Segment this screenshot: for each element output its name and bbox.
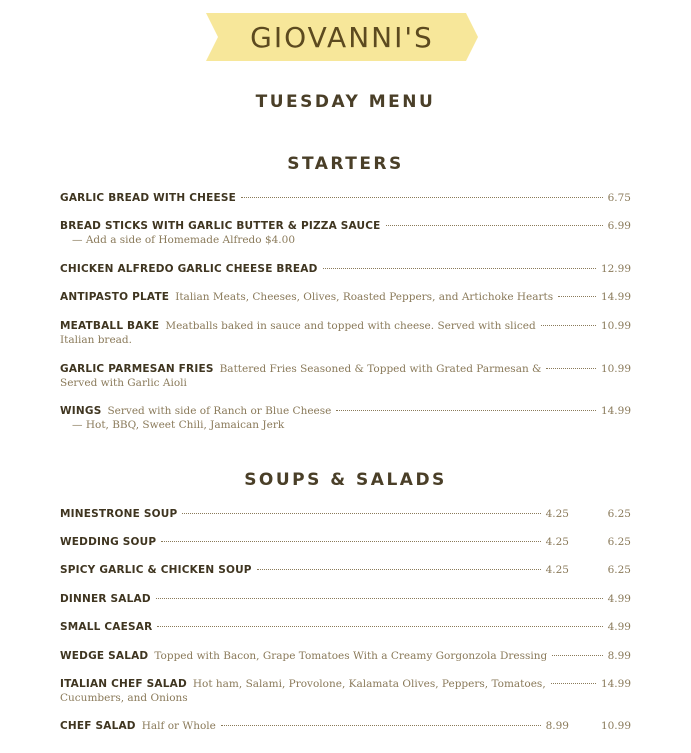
item-price-small: 4.25 <box>545 564 569 576</box>
item-note: — Add a side of Homemade Alfredo $4.00 <box>72 234 296 246</box>
item-description-cont: Served with Garlic Aioli <box>60 377 187 389</box>
item-name: GARLIC BREAD WITH CHEESE <box>60 192 237 204</box>
item-price-small: 4.25 <box>545 508 569 520</box>
item-name: ITALIAN CHEF SALAD <box>60 678 187 690</box>
dot-leader <box>552 655 602 656</box>
section-title-soups-salads: SOUPS & SALADS <box>244 470 447 490</box>
dot-leader <box>336 410 596 411</box>
dot-leader <box>241 197 603 198</box>
menu-item <box>60 620 631 634</box>
item-name: CHICKEN ALFREDO GARLIC CHEESE BREAD <box>60 263 318 275</box>
item-description: Topped with Bacon, Grape Tomatoes With a Creamy Gorgonzola Dressing <box>154 650 548 662</box>
item-description: Battered Fries Seasoned & Topped with Grated Parmesan & <box>219 363 542 375</box>
item-name: ANTIPASTO PLATE <box>60 291 170 303</box>
item-name: BREAD STICKS WITH GARLIC BUTTER & PIZZA SAUCE <box>60 220 381 232</box>
menu-item <box>60 719 631 733</box>
dot-leader <box>386 225 603 226</box>
menu-item <box>60 535 631 549</box>
item-price: 14.99 <box>600 678 631 690</box>
dot-leader <box>221 725 541 726</box>
dot-leader <box>182 513 540 514</box>
item-description: Served with side of Ranch or Blue Cheese <box>107 405 332 417</box>
menu-item <box>60 677 631 705</box>
menu-item <box>60 404 631 432</box>
restaurant-name: GIOVANNI'S <box>250 21 434 54</box>
item-name: CHEF SALAD <box>60 720 136 732</box>
item-name: MEATBALL BAKE <box>60 320 160 332</box>
item-price: 4.99 <box>607 593 631 605</box>
dot-leader <box>558 296 596 297</box>
item-description-cont: Cucumbers, and Onions <box>60 692 188 704</box>
section-title-starters: STARTERS <box>287 154 404 174</box>
item-description: Half or Whole <box>141 720 216 732</box>
dot-leader <box>156 598 603 599</box>
item-price-small: 4.25 <box>545 536 569 548</box>
item-name: WEDGE SALAD <box>60 650 149 662</box>
item-name: WEDDING SOUP <box>60 536 157 548</box>
menu-item <box>60 362 631 390</box>
item-note: — Hot, BBQ, Sweet Chili, Jamaican Jerk <box>72 419 285 431</box>
menu-item <box>60 649 631 663</box>
item-description: Hot ham, Salami, Provolone, Kalamata Olives, Peppers, Tomatoes, <box>192 678 546 690</box>
item-price: 6.25 <box>607 536 631 548</box>
item-price: 14.99 <box>600 405 631 417</box>
item-price: 12.99 <box>600 263 631 275</box>
dot-leader <box>257 569 541 570</box>
dot-leader <box>323 268 596 269</box>
menu-item <box>60 290 631 304</box>
menu-item <box>60 319 631 347</box>
item-price: 10.99 <box>600 720 631 732</box>
menu-item <box>60 592 631 606</box>
item-price: 14.99 <box>600 291 631 303</box>
item-description: Meatballs baked in sauce and topped with cheese. Served with sliced <box>165 320 536 332</box>
item-price: 6.99 <box>607 220 631 232</box>
item-name: MINESTRONE SOUP <box>60 508 178 520</box>
dot-leader <box>551 683 596 684</box>
menu-item <box>60 219 631 247</box>
item-description-cont: Italian bread. <box>60 334 132 346</box>
item-price-small: 8.99 <box>545 720 569 732</box>
item-name: WINGS <box>60 405 102 417</box>
item-price: 6.75 <box>607 192 631 204</box>
menu-item <box>60 191 631 205</box>
dot-leader <box>161 541 540 542</box>
item-price: 6.25 <box>607 508 631 520</box>
dot-leader <box>541 325 596 326</box>
item-name: GARLIC PARMESAN FRIES <box>60 363 214 375</box>
item-description: Italian Meats, Cheeses, Olives, Roasted Peppers, and Artichoke Hearts <box>175 291 554 303</box>
menu-title: TUESDAY MENU <box>255 92 436 112</box>
item-price: 10.99 <box>600 363 631 375</box>
menu-item <box>60 507 631 521</box>
menu-item <box>60 563 631 577</box>
item-price: 8.99 <box>607 650 631 662</box>
menu-item <box>60 262 631 276</box>
item-name: SMALL CAESAR <box>60 621 153 633</box>
item-price: 6.25 <box>607 564 631 576</box>
item-price: 4.99 <box>607 621 631 633</box>
item-price: 10.99 <box>600 320 631 332</box>
item-name: DINNER SALAD <box>60 593 151 605</box>
dot-leader <box>157 626 602 627</box>
restaurant-banner <box>206 13 478 61</box>
item-name: SPICY GARLIC & CHICKEN SOUP <box>60 564 252 576</box>
dot-leader <box>546 368 596 369</box>
